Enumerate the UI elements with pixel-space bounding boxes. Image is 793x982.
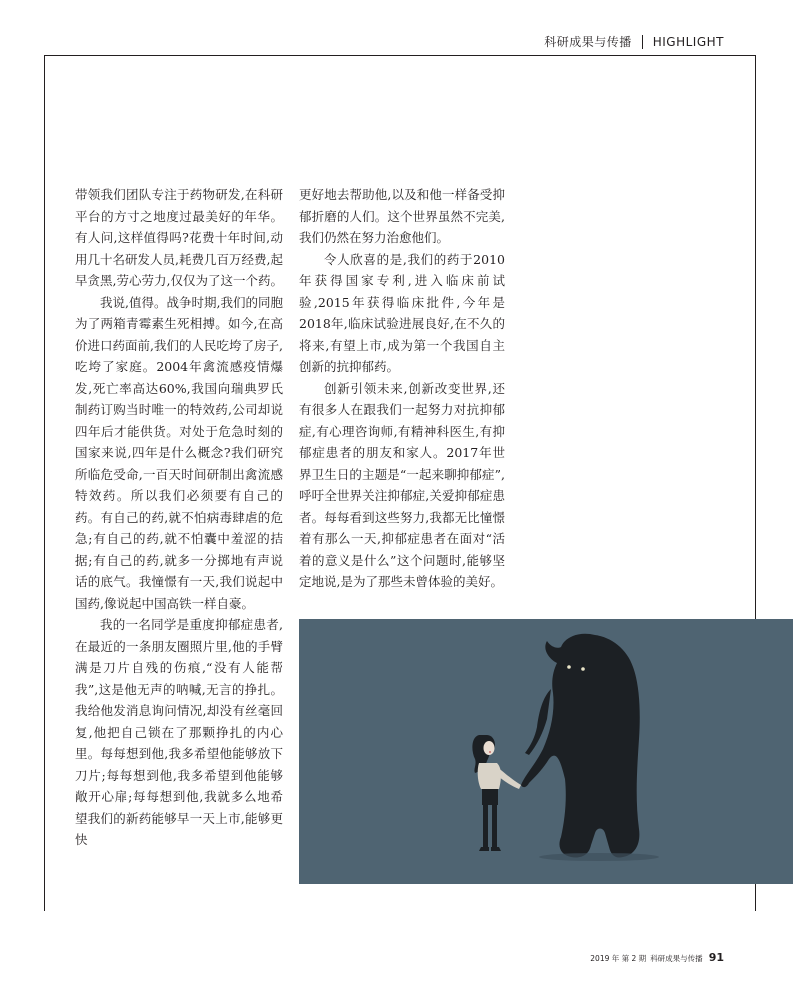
illustration-svg xyxy=(299,619,793,884)
footer-journal: 科研成果与传播 xyxy=(650,954,703,963)
paragraph: 创新引领未来,创新改变世界,还有很多人在跟我们一起努力对抗抑郁症,有心理咨询师,有精神科医生,有抑郁症患者的朋友和家人。2017年世界卫生日的主题是“一起来聊抑郁症”,呼吁全世界关注抑郁症,关爱抑郁症患者。每每看到这些努力,我都无比憧憬着有那么一天,抑郁症患者在面对“活着的意义是什么”这个问题时,能够坚定地说,是为了那些未曾体验的美好。 xyxy=(299,380,505,589)
monster-eye-right xyxy=(581,667,585,671)
paragraph: 带领我们团队专注于药物研发,在科研平台的方寸之地度过最美好的年华。有人问,这样值得吗?花费十年时间,动用几十名研发人员,耗费几百万经费,起早贪黑,劳心劳力,仅仅为了这一个药。 xyxy=(75,187,283,288)
illustration-girl-and-shadow-monster xyxy=(299,619,793,884)
monster-eye-left xyxy=(567,665,571,669)
left-text-column xyxy=(75,184,283,851)
running-header xyxy=(544,33,724,50)
header-section: 科研成果与传播 xyxy=(544,35,632,49)
page-footer xyxy=(590,951,724,964)
page-number: 91 xyxy=(708,951,724,964)
paragraph: 我说,值得。战争时期,我们的同胞为了两箱青霉素生死相搏。如今,在高价进口药面前,我们的人民吃垮了房子,吃垮了家庭。2004年禽流感疫情爆发,死亡率高达60%,我国向瑞典罗氏制药订购当时唯一的特效药,公司却说四年后才能供货。对处于危急时刻的国家来说,四年是什么概念?我们研究所临危受命,一百天时间研制出禽流感特效药。所以我们必须要有自己的药。有自己的药,就不怕病毒肆虐的危急;有自己的药,就不怕囊中羞涩的拮据;有自己的药,就多一分掷地有声说话的底气。我憧憬有一天,我们说起中国药,像说起中国高铁一样自豪。 xyxy=(75,294,283,611)
paragraph: 我的一名同学是重度抑郁症患者,在最近的一条朋友圈照片里,他的手臂满是刀片自残的伤痕,“没有人能帮我”,这是他无声的呐喊,无言的挣扎。我给他发消息询问情况,却没有丝毫回复,他把自己锁在了那颗挣扎的内心里。每每想到他,我多希望他能够放下刀片;每每想到他,我多希望到他能够敞开心扉;每每想到他,我就多么地希望我们的新药能够早一天上市,能够更快 xyxy=(75,617,283,847)
header-divider xyxy=(642,35,643,49)
paragraph: 令人欣喜的是,我们的药于2010年获得国家专利,进入临床前试验,2015年获得临床批件,今年是2018年,临床试验进展良好,在不久的将来,有望上市,成为第一个我国自主创新的抗抑郁药。 xyxy=(299,251,505,374)
paragraph: 更好地去帮助他,以及和他一样备受抑郁折磨的人们。这个世界虽然不完美,我们仍然在努力治愈他们。 xyxy=(299,187,505,245)
header-tag: HIGHLIGHT xyxy=(652,34,724,49)
ground-shadow xyxy=(539,853,659,861)
footer-issue: 2019 年 第 2 期 xyxy=(590,954,647,963)
right-text-column xyxy=(299,184,505,593)
